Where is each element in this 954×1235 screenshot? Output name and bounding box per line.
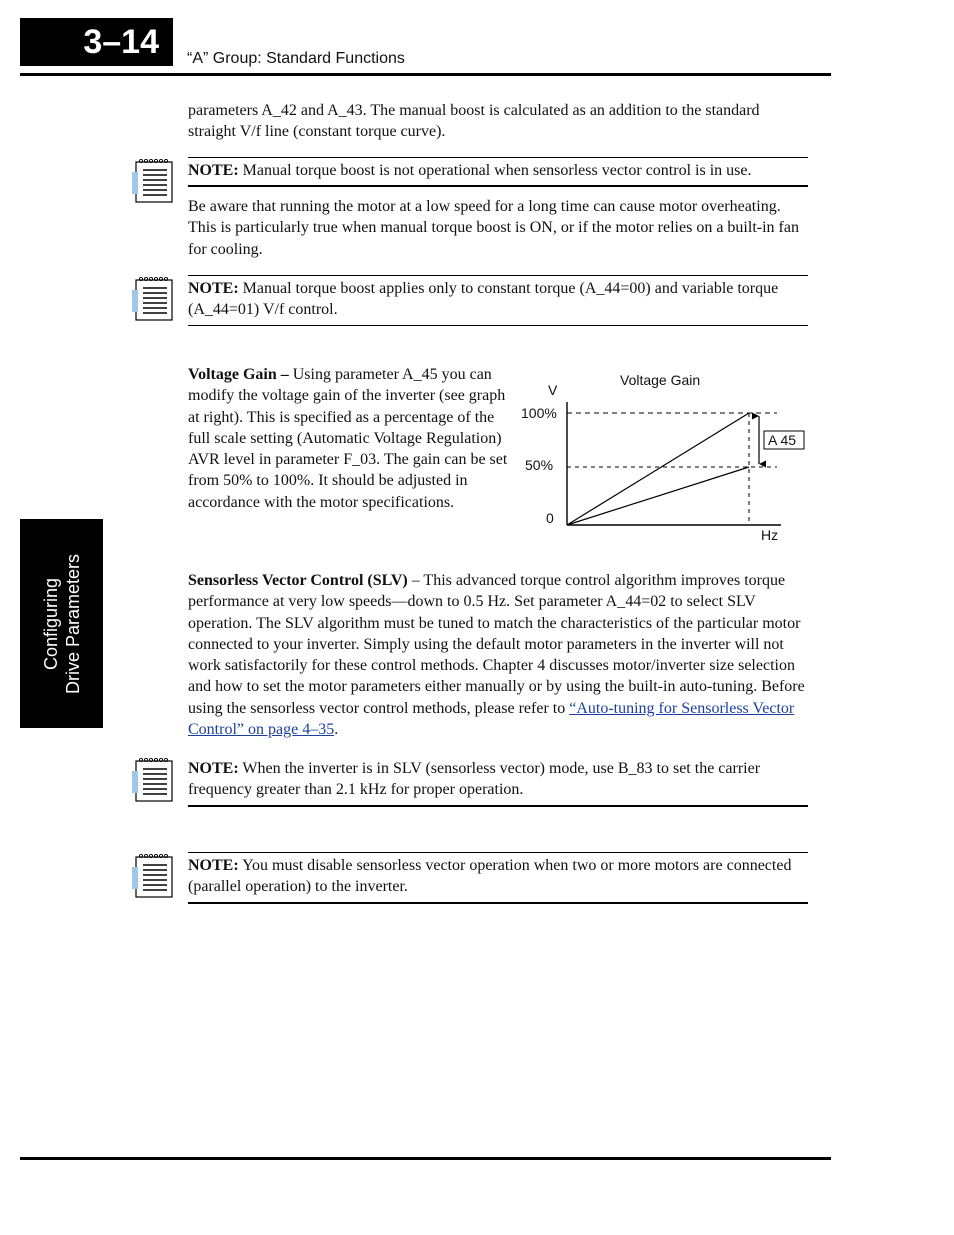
note-text: Manual torque boost is not operational when sensorless vector control is in use. xyxy=(238,162,752,179)
side-tab-line2: Drive Parameters xyxy=(62,553,83,694)
voltage-gain-paragraph xyxy=(188,364,518,513)
y-tick-50: 50% xyxy=(525,457,554,473)
header-rule xyxy=(20,73,831,76)
x-axis-label: Hz xyxy=(761,527,779,543)
slv-text: – This advanced torque control algorithm improves torque performance at very low speeds—down to 0.5 Hz. Set parameter A_44=02 to select SLV operation. The SLV algorithm must be tuned to match the characteristics of the particular motor connected to your inverter. Simply using the default motor parameters in the inverter will not work satisfactorily for these control methods. Chapter 4 discusses motor/inverter size selection and how to set the motor parameters either manually or by using the built-in auto-tuning. Before using the sensorless vector control methods, please refer to xyxy=(188,572,805,717)
note-label: NOTE: xyxy=(188,760,239,777)
annotation-label: A 45 xyxy=(768,432,797,448)
note-label: NOTE: xyxy=(188,857,239,874)
y-tick-100: 100% xyxy=(521,405,557,421)
page-number: 3–14 xyxy=(20,18,173,66)
side-tab xyxy=(20,519,103,728)
note-text: You must disable sensorless vector operation when two or more motors are connected (parallel operation) to the inverter. xyxy=(188,857,792,896)
voltage-gain-heading: Voltage Gain – xyxy=(188,366,289,383)
side-tab-line1: Configuring xyxy=(40,577,61,670)
voltage-gain-chart xyxy=(515,364,815,549)
voltage-gain-text: Using parameter A_45 you can modify the voltage gain of the inverter (see graph at right). This is specified as a percentage of the full scale setting (Automatic Voltage Regulation) AVR level in parameter F_03. The gain can be set from 50% to 100%. It should be adjusted in accordance with the motor specifications. xyxy=(188,366,508,511)
note-sensorless-boost xyxy=(188,157,808,187)
note-text: Manual torque boost applies only to constant torque (A_44=00) and variable torque (A_44=01) V/f control. xyxy=(188,280,779,319)
notepad-icon xyxy=(130,853,174,899)
series-line-50 xyxy=(567,467,749,525)
chart-title: Voltage Gain xyxy=(620,372,701,388)
note-torque-boost-modes xyxy=(188,275,808,326)
slv-end: . xyxy=(334,721,339,739)
series-line-100 xyxy=(567,413,749,525)
notepad-icon xyxy=(130,158,174,204)
y-tick-0: 0 xyxy=(546,510,554,526)
overheating-paragraph: Be aware that running the motor at a low speed for a long time can cause motor overheating. This is particularly true when manual torque boost is ON, or if the motor relies on a built-in fan for cooling. xyxy=(188,198,799,258)
slv-paragraph xyxy=(188,570,810,740)
side-tab-label xyxy=(40,553,84,693)
note-parallel-motors xyxy=(188,852,808,904)
intro-paragraph: parameters A_42 and A_43. The manual boost is calculated as an addition to the standard straight V/f line (constant torque curve). xyxy=(188,102,760,141)
note-label: NOTE: xyxy=(188,280,239,297)
slv-heading: Sensorless Vector Control (SLV) xyxy=(188,572,408,589)
footer-rule xyxy=(20,1157,831,1160)
note-slv-carrier xyxy=(188,756,808,807)
auto-tuning-link[interactable]: “Auto-tuning for Sensorless Vector Control” on page 4–35 xyxy=(188,699,795,739)
note-text: When the inverter is in SLV (sensorless vector) mode, use B_83 to set the carrier frequency greater than 2.1 kHz for proper operation. xyxy=(188,760,761,799)
y-axis-label: V xyxy=(548,382,558,398)
note-label: NOTE: xyxy=(188,162,239,179)
notepad-icon xyxy=(130,757,174,803)
notepad-icon xyxy=(130,276,174,322)
section-title: “A” Group: Standard Functions xyxy=(187,50,405,67)
